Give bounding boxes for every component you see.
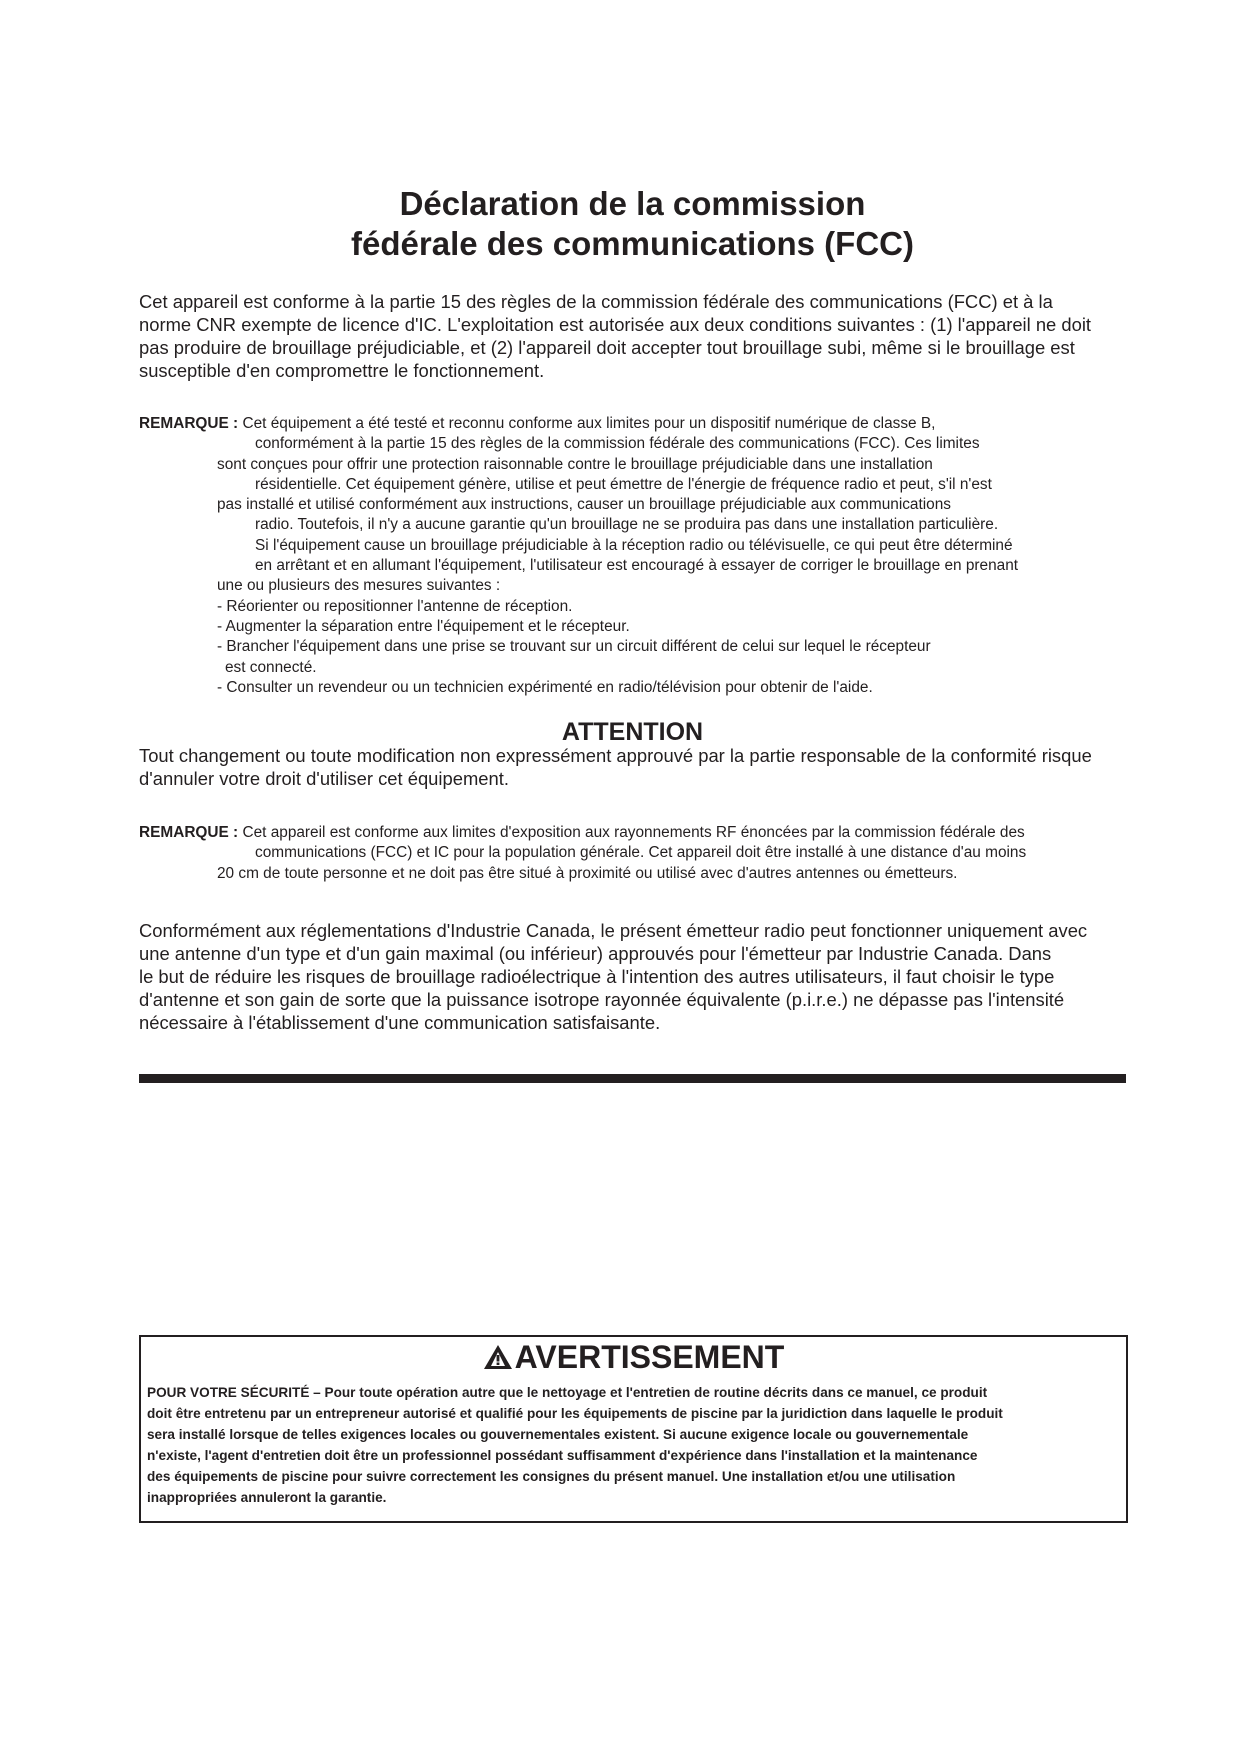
- remark-bullet: - Augmenter la séparation entre l'équipement et le récepteur.: [217, 617, 630, 635]
- remark-bullet: - Réorienter ou repositionner l'antenne de réception.: [217, 597, 573, 615]
- industry-canada-paragraph: [139, 919, 1139, 1034]
- warning-line: sera installé lorsque de telles exigences locales ou gouvernementales existent. Si aucune exigence locale ou gouvernementale: [147, 1427, 969, 1442]
- warning-line: n'existe, l'agent d'entretien doit être un professionnel possédant suffisamment d'expérience dans l'installation et la maintenance: [147, 1448, 978, 1463]
- title-line-2: fédérale des communications (FCC): [351, 225, 914, 262]
- remark-line: une ou plusieurs des mesures suivantes :: [217, 577, 501, 595]
- warning-line: POUR VOTRE SÉCURITÉ – Pour toute opération autre que le nettoyage et l'entretien de routine décrits dans ce manuel, ce produit: [147, 1385, 988, 1400]
- ic-line: nécessaire à l'établissement d'une communication satisfaisante.: [139, 1012, 661, 1033]
- remark-fcc-class-b: [139, 414, 1139, 698]
- warning-line: inappropriées annuleront la garantie.: [147, 1490, 387, 1505]
- intro-line: Cet appareil est conforme à la partie 15 des règles de la commission fédérale des communications (FCC) et à la: [139, 291, 1053, 312]
- attention-line: Tout changement ou toute modification non expressément approuvé par la partie responsable de la conformité risque: [139, 745, 1092, 766]
- remark-bullet: - Consulter un revendeur ou un technicien expérimenté en radio/télévision pour obtenir de l'aide.: [217, 678, 873, 696]
- warning-heading: [141, 1337, 1126, 1379]
- ic-line: le but de réduire les risques de brouillage radioélectrique à l'intention des autres utilisateurs, il faut choisir le type: [139, 966, 1055, 987]
- remark-line: conformément à la partie 15 des règles de la commission fédérale des communications (FCC). Ces limites: [255, 435, 980, 453]
- intro-line: pas produire de brouillage préjudiciable, et (2) l'appareil doit accepter tout brouillage subi, même si le brouillage est: [139, 337, 1075, 358]
- remark-line: en arrêtant et en allumant l'équipement, l'utilisateur est encouragé à essayer de corriger le brouillage en prenant: [255, 557, 1019, 575]
- warning-heading-text: AVERTISSEMENT: [514, 1339, 785, 1375]
- remark-line: 20 cm de toute personne et ne doit pas être situé à proximité ou utilisé avec d'autres antennes ou émetteurs.: [217, 864, 958, 882]
- remark-line: Cet appareil est conforme aux limites d'exposition aux rayonnements RF énoncées par la commission fédérale des: [242, 824, 1025, 841]
- warning-box: [139, 1335, 1128, 1523]
- ic-line: une antenne d'un type et d'un gain maximal (ou inférieur) approuvés pour l'émetteur par Industrie Canada. Dans: [139, 943, 1052, 964]
- intro-line: susceptible d'en compromettre le fonctionnement.: [139, 360, 545, 381]
- attention-heading: ATTENTION: [561, 718, 704, 746]
- title-line-1: Déclaration de la commission: [399, 185, 866, 222]
- remark-bullet: - Brancher l'équipement dans une prise se trouvant sur un circuit différent de celui sur lequel le récepteur: [217, 638, 931, 656]
- remark-rf-exposure: [139, 823, 1139, 884]
- remark-line: radio. Toutefois, il n'y a aucune garantie qu'un brouillage ne se produira pas dans une installation particulière.: [255, 516, 999, 534]
- warning-line: des équipements de piscine pour suivre correctement les consignes du présent manuel. Une installation et/ou une utilisation: [147, 1469, 956, 1484]
- remark-bullet-cont: est connecté.: [225, 658, 317, 676]
- ic-line: d'antenne et son gain de sorte que la puissance isotrope rayonnée équivalente (p.i.r.e.) ne dépasse pas l'intensité: [139, 989, 1065, 1010]
- remark-line: Cet équipement a été testé et reconnu conforme aux limites pour un dispositif numérique de classe B,: [242, 415, 936, 432]
- page-title: [139, 184, 1126, 264]
- remark-line: communications (FCC) et IC pour la population générale. Cet appareil doit être installé à une distance d'au moins: [255, 844, 1027, 862]
- attention-line: d'annuler votre droit d'utiliser cet équipement.: [139, 768, 509, 789]
- remark-line: résidentielle. Cet équipement génère, utilise et peut émettre de l'énergie de fréquence radio et peut, s'il n'est: [255, 475, 992, 493]
- remark-label: REMARQUE :: [139, 415, 239, 432]
- remark-line: pas installé et utilisé conformément aux instructions, causer un brouillage préjudiciable aux communications: [217, 496, 952, 514]
- ic-line: Conformément aux réglementations d'Industrie Canada, le présent émetteur radio peut fonctionner uniquement avec: [139, 920, 1088, 941]
- remark-line: Si l'équipement cause un brouillage préjudiciable à la réception radio ou télévisuelle, ce qui peut être déterminé: [255, 536, 1013, 554]
- section-divider: [139, 1074, 1126, 1083]
- warning-line: doit être entretenu par un entrepreneur autorisé et qualifié pour les équipements de piscine par la juridiction dans laquelle le produit: [147, 1406, 1003, 1421]
- intro-paragraph: [139, 290, 1139, 382]
- warning-triangle-icon: [483, 1339, 513, 1379]
- remark-line: sont conçues pour offrir une protection raisonnable contre le brouillage préjudiciable dans une installation: [217, 455, 933, 473]
- attention-paragraph: [139, 744, 1139, 790]
- warning-text: [147, 1382, 1122, 1508]
- intro-line: norme CNR exempte de licence d'IC. L'exploitation est autorisée aux deux conditions suivantes : (1) l'appareil ne doit: [139, 314, 1092, 335]
- remark-label: REMARQUE :: [139, 824, 239, 841]
